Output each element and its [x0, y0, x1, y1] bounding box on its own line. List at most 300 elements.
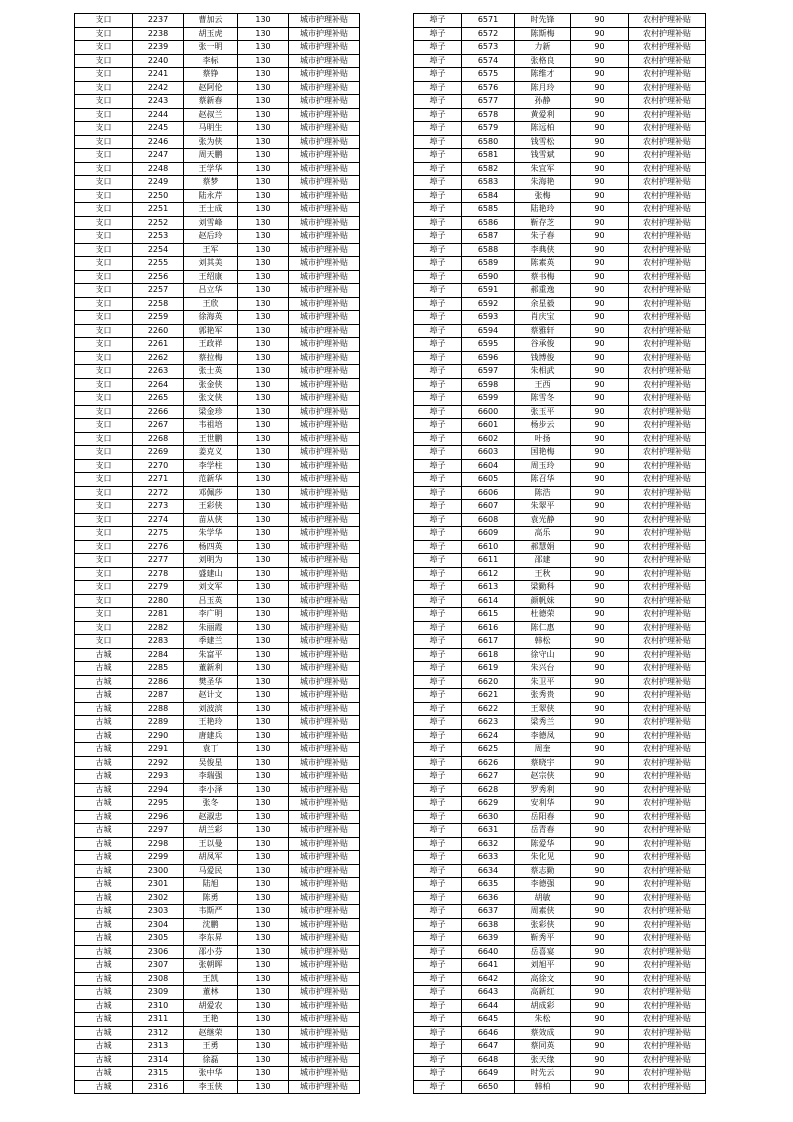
serial-cell: 6573 [462, 41, 515, 55]
town-cell: 古城 [75, 999, 133, 1013]
serial-cell: 2304 [133, 918, 184, 932]
amount-cell: 130 [238, 662, 289, 676]
name-cell: 朱化见 [515, 851, 571, 865]
serial-cell: 2291 [133, 743, 184, 757]
subsidy-type-cell: 城市护理补贴 [289, 41, 360, 55]
subsidy-type-cell: 城市护理补贴 [289, 284, 360, 298]
town-cell: 支口 [75, 567, 133, 581]
name-cell: 蔡铮 [184, 68, 238, 82]
town-cell: 古城 [75, 864, 133, 878]
table-row [75, 27, 360, 41]
table-row [75, 837, 360, 851]
table-row [75, 918, 360, 932]
amount-cell: 90 [571, 446, 629, 460]
amount-cell: 90 [571, 702, 629, 716]
amount-cell: 130 [238, 81, 289, 95]
subsidy-type-cell: 农村护理补贴 [629, 932, 706, 946]
town-cell: 埠子 [414, 783, 462, 797]
town-cell: 埠子 [414, 662, 462, 676]
amount-cell: 130 [238, 986, 289, 1000]
name-cell: 张朝晖 [184, 959, 238, 973]
name-cell: 朱兴台 [515, 662, 571, 676]
subsidy-type-cell: 城市护理补贴 [289, 1067, 360, 1081]
amount-cell: 130 [238, 554, 289, 568]
subsidy-type-cell: 城市护理补贴 [289, 675, 360, 689]
serial-cell: 6618 [462, 648, 515, 662]
subsidy-type-cell: 城市护理补贴 [289, 189, 360, 203]
amount-cell: 130 [238, 122, 289, 136]
subsidy-type-cell: 城市护理补贴 [289, 68, 360, 82]
table-row [414, 567, 706, 581]
amount-cell: 90 [571, 1080, 629, 1094]
table-row [75, 581, 360, 595]
amount-cell: 130 [238, 1067, 289, 1081]
town-cell: 古城 [75, 932, 133, 946]
amount-cell: 130 [238, 1013, 289, 1027]
amount-cell: 90 [571, 905, 629, 919]
serial-cell: 6640 [462, 945, 515, 959]
serial-cell: 2266 [133, 405, 184, 419]
table-row [414, 959, 706, 973]
table-row [414, 702, 706, 716]
serial-cell: 2247 [133, 149, 184, 163]
serial-cell: 2282 [133, 621, 184, 635]
name-cell: 蔡志勤 [515, 864, 571, 878]
amount-cell: 90 [571, 864, 629, 878]
name-cell: 国艳梅 [515, 446, 571, 460]
table-row [75, 513, 360, 527]
town-cell: 支口 [75, 108, 133, 122]
name-cell: 罗秀利 [515, 783, 571, 797]
serial-cell: 2253 [133, 230, 184, 244]
subsidy-type-cell: 农村护理补贴 [629, 378, 706, 392]
name-cell: 孙静 [515, 95, 571, 109]
table-row [414, 743, 706, 757]
town-cell: 埠子 [414, 743, 462, 757]
table-row [75, 635, 360, 649]
town-cell: 支口 [75, 513, 133, 527]
table-row [414, 891, 706, 905]
name-cell: 靳存芝 [515, 216, 571, 230]
name-cell: 王军 [184, 243, 238, 257]
town-cell: 埠子 [414, 351, 462, 365]
name-cell: 杜德荣 [515, 608, 571, 622]
table-row [414, 608, 706, 622]
serial-cell: 2257 [133, 284, 184, 298]
subsidy-type-cell: 城市护理补贴 [289, 338, 360, 352]
table-row [75, 203, 360, 217]
table-row [414, 581, 706, 595]
serial-cell: 2315 [133, 1067, 184, 1081]
town-cell: 埠子 [414, 527, 462, 541]
name-cell: 陈爱华 [515, 837, 571, 851]
table-row [75, 1040, 360, 1054]
town-cell: 支口 [75, 365, 133, 379]
table-row [414, 365, 706, 379]
serial-cell: 2248 [133, 162, 184, 176]
table-row [414, 27, 706, 41]
town-cell: 埠子 [414, 27, 462, 41]
name-cell: 曹加云 [184, 14, 238, 28]
amount-cell: 130 [238, 527, 289, 541]
town-cell: 支口 [75, 176, 133, 190]
town-cell: 埠子 [414, 14, 462, 28]
name-cell: 沈鹏 [184, 918, 238, 932]
subsidy-type-cell: 城市护理补贴 [289, 176, 360, 190]
subsidy-type-cell: 农村护理补贴 [629, 446, 706, 460]
table-row [75, 14, 360, 28]
table-row [75, 95, 360, 109]
subsidy-type-cell: 城市护理补贴 [289, 1026, 360, 1040]
town-cell: 支口 [75, 338, 133, 352]
serial-cell: 2288 [133, 702, 184, 716]
town-cell: 埠子 [414, 486, 462, 500]
amount-cell: 90 [571, 783, 629, 797]
name-cell: 蔡晓宇 [515, 756, 571, 770]
amount-cell: 130 [238, 284, 289, 298]
town-cell: 古城 [75, 1080, 133, 1094]
amount-cell: 90 [571, 203, 629, 217]
name-cell: 王勇 [184, 1040, 238, 1054]
amount-cell: 90 [571, 1013, 629, 1027]
serial-cell: 2306 [133, 945, 184, 959]
town-cell: 埠子 [414, 257, 462, 271]
town-cell: 支口 [75, 324, 133, 338]
amount-cell: 130 [238, 1040, 289, 1054]
amount-cell: 130 [238, 446, 289, 460]
serial-cell: 6574 [462, 54, 515, 68]
subsidy-type-cell: 农村护理补贴 [629, 1053, 706, 1067]
serial-cell: 6604 [462, 459, 515, 473]
table-row [414, 1080, 706, 1094]
table-row [414, 648, 706, 662]
subsidy-type-cell: 城市护理补贴 [289, 81, 360, 95]
amount-cell: 90 [571, 41, 629, 55]
serial-cell: 6598 [462, 378, 515, 392]
name-cell: 钱雪松 [515, 135, 571, 149]
subsidy-type-cell: 农村护理补贴 [629, 527, 706, 541]
table-row [75, 1080, 360, 1094]
name-cell: 杨步云 [515, 419, 571, 433]
subsidy-type-cell: 城市护理补贴 [289, 959, 360, 973]
serial-cell: 6584 [462, 189, 515, 203]
serial-cell: 2269 [133, 446, 184, 460]
name-cell: 邓佩莎 [184, 486, 238, 500]
table-row [75, 905, 360, 919]
name-cell: 盛建山 [184, 567, 238, 581]
table-row [414, 729, 706, 743]
name-cell: 余星毅 [515, 297, 571, 311]
amount-cell: 130 [238, 189, 289, 203]
table-row [75, 986, 360, 1000]
town-cell: 埠子 [414, 891, 462, 905]
serial-cell: 6632 [462, 837, 515, 851]
amount-cell: 90 [571, 689, 629, 703]
amount-cell: 90 [571, 176, 629, 190]
subsidy-type-cell: 城市护理补贴 [289, 999, 360, 1013]
name-cell: 郭艳军 [184, 324, 238, 338]
name-cell: 蔡梦 [184, 176, 238, 190]
name-cell: 周玉玲 [515, 459, 571, 473]
serial-cell: 2255 [133, 257, 184, 271]
subsidy-type-cell: 农村护理补贴 [629, 729, 706, 743]
subsidy-type-cell: 城市护理补贴 [289, 554, 360, 568]
name-cell: 张秀贵 [515, 689, 571, 703]
subsidy-type-cell: 农村护理补贴 [629, 459, 706, 473]
table-row [75, 378, 360, 392]
amount-cell: 90 [571, 311, 629, 325]
amount-cell: 90 [571, 459, 629, 473]
serial-cell: 6624 [462, 729, 515, 743]
subsidy-type-cell: 城市护理补贴 [289, 662, 360, 676]
town-cell: 支口 [75, 135, 133, 149]
amount-cell: 90 [571, 432, 629, 446]
subsidy-type-cell: 城市护理补贴 [289, 135, 360, 149]
subsidy-type-cell: 城市护理补贴 [289, 621, 360, 635]
subsidy-type-cell: 城市护理补贴 [289, 162, 360, 176]
town-cell: 埠子 [414, 851, 462, 865]
town-cell: 埠子 [414, 189, 462, 203]
town-cell: 埠子 [414, 405, 462, 419]
amount-cell: 130 [238, 756, 289, 770]
subsidy-type-cell: 城市护理补贴 [289, 1013, 360, 1027]
town-cell: 支口 [75, 68, 133, 82]
serial-cell: 6575 [462, 68, 515, 82]
name-cell: 李德强 [515, 878, 571, 892]
subsidy-type-cell: 城市护理补贴 [289, 567, 360, 581]
subsidy-type-cell: 城市护理补贴 [289, 648, 360, 662]
amount-cell: 90 [571, 1053, 629, 1067]
subsidy-type-cell: 农村护理补贴 [629, 365, 706, 379]
subsidy-type-cell: 农村护理补贴 [629, 864, 706, 878]
subsidy-type-cell: 农村护理补贴 [629, 648, 706, 662]
name-cell: 陈雪冬 [515, 392, 571, 406]
town-cell: 埠子 [414, 648, 462, 662]
town-cell: 埠子 [414, 216, 462, 230]
name-cell: 王彩侠 [184, 500, 238, 514]
name-cell: 韩柏 [515, 1080, 571, 1094]
subsidy-type-cell: 城市护理补贴 [289, 297, 360, 311]
subsidy-type-cell: 城市护理补贴 [289, 824, 360, 838]
table-row [414, 824, 706, 838]
name-cell: 刘文军 [184, 581, 238, 595]
subsidy-type-cell: 城市护理补贴 [289, 581, 360, 595]
name-cell: 赵计文 [184, 689, 238, 703]
amount-cell: 90 [571, 527, 629, 541]
amount-cell: 130 [238, 1080, 289, 1094]
town-cell: 支口 [75, 81, 133, 95]
serial-cell: 2268 [133, 432, 184, 446]
serial-cell: 6606 [462, 486, 515, 500]
amount-cell: 130 [238, 270, 289, 284]
town-cell: 支口 [75, 311, 133, 325]
town-cell: 支口 [75, 122, 133, 136]
subsidy-type-cell: 农村护理补贴 [629, 797, 706, 811]
amount-cell: 130 [238, 392, 289, 406]
town-cell: 古城 [75, 810, 133, 824]
amount-cell: 130 [238, 621, 289, 635]
name-cell: 周奎 [515, 743, 571, 757]
name-cell: 陈素英 [515, 257, 571, 271]
town-cell: 古城 [75, 945, 133, 959]
town-cell: 支口 [75, 297, 133, 311]
amount-cell: 90 [571, 95, 629, 109]
town-cell: 支口 [75, 27, 133, 41]
name-cell: 张梅 [515, 189, 571, 203]
town-cell: 埠子 [414, 810, 462, 824]
town-cell: 支口 [75, 432, 133, 446]
subsidy-type-cell: 农村护理补贴 [629, 108, 706, 122]
subsidy-type-cell: 城市护理补贴 [289, 905, 360, 919]
town-cell: 支口 [75, 216, 133, 230]
subsidy-type-cell: 城市护理补贴 [289, 311, 360, 325]
name-cell: 时先锋 [515, 14, 571, 28]
town-cell: 埠子 [414, 945, 462, 959]
amount-cell: 130 [238, 149, 289, 163]
name-cell: 马明生 [184, 122, 238, 136]
subsidy-type-cell: 城市护理补贴 [289, 14, 360, 28]
name-cell: 胡敏 [515, 891, 571, 905]
amount-cell: 90 [571, 918, 629, 932]
amount-cell: 90 [571, 500, 629, 514]
town-cell: 埠子 [414, 567, 462, 581]
subsidy-type-cell: 农村护理补贴 [629, 743, 706, 757]
serial-cell: 6577 [462, 95, 515, 109]
table-row [414, 459, 706, 473]
subsidy-type-cell: 城市护理补贴 [289, 432, 360, 446]
town-cell: 支口 [75, 446, 133, 460]
serial-cell: 2254 [133, 243, 184, 257]
town-cell: 埠子 [414, 203, 462, 217]
serial-cell: 6641 [462, 959, 515, 973]
name-cell: 王以曼 [184, 837, 238, 851]
town-cell: 古城 [75, 716, 133, 730]
town-cell: 埠子 [414, 959, 462, 973]
subsidy-type-cell: 农村护理补贴 [629, 297, 706, 311]
table-row [414, 54, 706, 68]
table-row [414, 486, 706, 500]
town-cell: 埠子 [414, 1040, 462, 1054]
town-cell: 支口 [75, 540, 133, 554]
serial-cell: 6599 [462, 392, 515, 406]
name-cell: 韦祖培 [184, 419, 238, 433]
amount-cell: 90 [571, 824, 629, 838]
name-cell: 赵宗侠 [515, 770, 571, 784]
subsidy-type-cell: 城市护理补贴 [289, 837, 360, 851]
town-cell: 埠子 [414, 1080, 462, 1094]
serial-cell: 2307 [133, 959, 184, 973]
amount-cell: 90 [571, 1067, 629, 1081]
subsidy-type-cell: 城市护理补贴 [289, 932, 360, 946]
serial-cell: 2310 [133, 999, 184, 1013]
town-cell: 埠子 [414, 135, 462, 149]
town-cell: 支口 [75, 405, 133, 419]
town-cell: 埠子 [414, 621, 462, 635]
table-row [414, 837, 706, 851]
town-cell: 埠子 [414, 338, 462, 352]
name-cell: 李东昇 [184, 932, 238, 946]
town-cell: 古城 [75, 729, 133, 743]
table-row [414, 419, 706, 433]
table-row [414, 918, 706, 932]
serial-cell: 6636 [462, 891, 515, 905]
town-cell: 埠子 [414, 716, 462, 730]
name-cell: 吴俊星 [184, 756, 238, 770]
serial-cell: 2296 [133, 810, 184, 824]
serial-cell: 6616 [462, 621, 515, 635]
amount-cell: 90 [571, 338, 629, 352]
name-cell: 徐磊 [184, 1053, 238, 1067]
serial-cell: 2250 [133, 189, 184, 203]
serial-cell: 2298 [133, 837, 184, 851]
town-cell: 埠子 [414, 581, 462, 595]
name-cell: 胡兰彩 [184, 824, 238, 838]
serial-cell: 6582 [462, 162, 515, 176]
amount-cell: 90 [571, 405, 629, 419]
table-row [414, 405, 706, 419]
name-cell: 李标 [184, 54, 238, 68]
name-cell: 陈仁惠 [515, 621, 571, 635]
subsidy-type-cell: 农村护理补贴 [629, 81, 706, 95]
town-cell: 埠子 [414, 81, 462, 95]
table-row [414, 149, 706, 163]
amount-cell: 90 [571, 1026, 629, 1040]
amount-cell: 90 [571, 716, 629, 730]
table-row [414, 392, 706, 406]
name-cell: 胡成彩 [515, 999, 571, 1013]
town-cell: 埠子 [414, 54, 462, 68]
subsidy-type-cell: 城市护理补贴 [289, 54, 360, 68]
subsidy-type-cell: 农村护理补贴 [629, 149, 706, 163]
amount-cell: 90 [571, 594, 629, 608]
town-cell: 古城 [75, 756, 133, 770]
name-cell: 朱富平 [184, 648, 238, 662]
name-cell: 陆旭 [184, 878, 238, 892]
subsidy-type-cell: 城市护理补贴 [289, 230, 360, 244]
amount-cell: 130 [238, 1053, 289, 1067]
name-cell: 李学柱 [184, 459, 238, 473]
serial-cell: 6594 [462, 324, 515, 338]
left-roster-table [74, 13, 360, 1094]
name-cell: 安利华 [515, 797, 571, 811]
town-cell: 支口 [75, 41, 133, 55]
table-row [414, 1026, 706, 1040]
serial-cell: 2274 [133, 513, 184, 527]
serial-cell: 2272 [133, 486, 184, 500]
table-row [75, 702, 360, 716]
subsidy-type-cell: 农村护理补贴 [629, 905, 706, 919]
amount-cell: 90 [571, 608, 629, 622]
amount-cell: 90 [571, 54, 629, 68]
amount-cell: 130 [238, 338, 289, 352]
subsidy-type-cell: 城市护理补贴 [289, 257, 360, 271]
name-cell: 陈斯梅 [515, 27, 571, 41]
serial-cell: 6592 [462, 297, 515, 311]
amount-cell: 90 [571, 756, 629, 770]
name-cell: 马爱民 [184, 864, 238, 878]
table-row [75, 851, 360, 865]
name-cell: 刘明为 [184, 554, 238, 568]
subsidy-type-cell: 农村护理补贴 [629, 513, 706, 527]
table-row [414, 878, 706, 892]
amount-cell: 130 [238, 27, 289, 41]
town-cell: 支口 [75, 351, 133, 365]
subsidy-type-cell: 农村护理补贴 [629, 473, 706, 487]
amount-cell: 130 [238, 581, 289, 595]
name-cell: 袁丁 [184, 743, 238, 757]
town-cell: 古城 [75, 972, 133, 986]
table-row [75, 500, 360, 514]
